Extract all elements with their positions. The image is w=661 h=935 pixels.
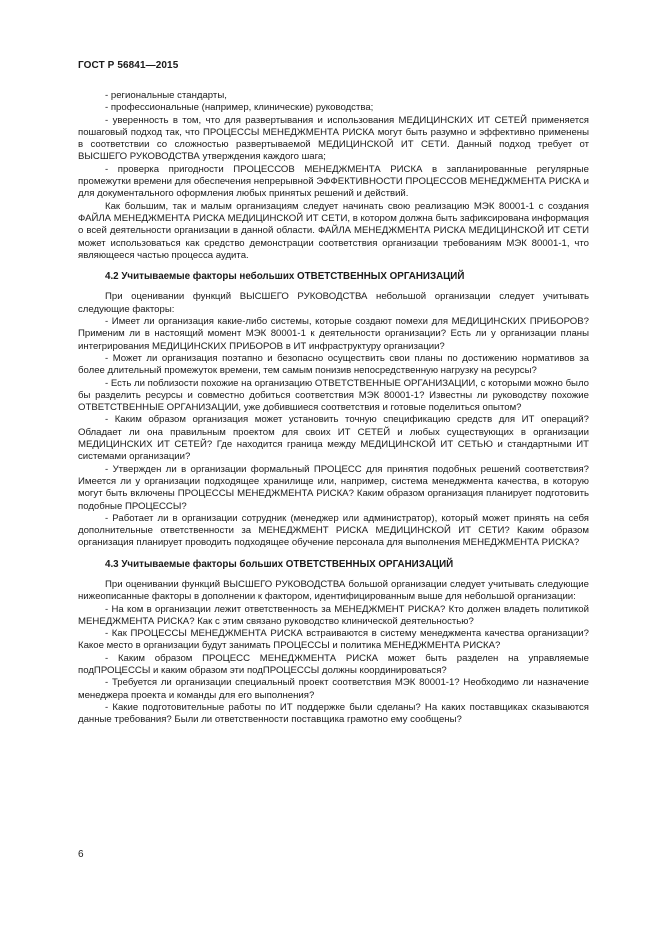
paragraph-large-org-intro: При оценивании функций ВЫСШЕГО РУКОВОДСТВА большой организации следует учитывать следующие нижеописанные факторы в дополнении к фактором, идентифицированным выше для небольшой организации:: [78, 578, 589, 603]
list-item-stepwise-approach: - уверенность в том, что для развертывания и использования МЕДИЦИНСКИХ ИТ СЕТЕЙ применяется пошаговый подход так, что ПРОЦЕССЫ МЕНЕДЖМЕНТА РИСКА могут быть разумно и эффективно применены в соответствии со сложностью развертываемой МЕДИЦИНСКОЙ ИТ СЕТИ. Данный подход требует от ВЫСШЕГО РУКОВОДСТВА утверждения каждого шага;: [78, 114, 589, 163]
paragraph-risk-file: Как большим, так и малым организациям следует начинать свою реализацию МЭК 80001-1 с создания ФАЙЛА МЕНЕДЖМЕНТА РИСКА МЕДИЦИНСКОЙ ИТ СЕТИ, в котором должна быть зафиксирована информация о всей деятельности организации в данной области. ФАЙЛА МЕНЕДЖМЕНТА РИСКА МЕДИЦИНСКОЙ ИТ СЕТИ может использоваться как средство демонстрации соответствия организации требованиям МЭК 80001-1, что являющееся частью процесса аудита.: [78, 200, 589, 261]
list-item-suitability-check: - проверка пригодности ПРОЦЕССОВ МЕНЕДЖМЕНТА РИСКА в запланированные регулярные промежутки времени для обеспечения непрерывной ЭФФЕКТИВНОСТИ ПРОЦЕССОВ МЕНЕДЖМЕНТА РИСКА и для документального оформления любых принятых решений и действий.: [78, 163, 589, 200]
list-item-responsibility: - На ком в организации лежит ответственность за МЕНЕДЖМЕНТ РИСКА? Кто должен владеть политикой МЕНЕДЖМЕНТА РИСКА? Как с этим связано руководство клинической деятельностью?: [78, 603, 589, 627]
list-item-subprocesses: - Каким образом ПРОЦЕСС МЕНЕДЖМЕНТА РИСКА может быть разделен на управляемые подПРОЦЕССЫ и каким образом эти подПРОЦЕССЫ должны координироваться?: [78, 652, 589, 677]
list-item-interference: - Имеет ли организация какие-либо системы, которые создают помехи для МЕДИЦИНСКИХ ПРИБОРОВ? Применим ли в настоящий момент МЭК 80001-1 к деятельности организации? Есть ли у организации планы интегрирования МЕДИЦИНСКИХ ПРИБОРОВ в ИТ инфраструктуру организации?: [78, 316, 589, 352]
list-item-special-project: - Требуется ли организации специальный проект соответствия МЭК 80001-1? Необходимо ли назначение менеджера проекта и команды для его выполнения?: [78, 677, 589, 701]
document-id: ГОСТ Р 56841—2015: [78, 60, 179, 71]
list-item-it-spec: - Каким образом организация может установить точную спецификацию средств для ИТ операций? Обладает ли она правильным проектом для своих ИТ СЕТЕЙ и любых существующих в организации МЕДИЦИНСКИХ ИТ СЕТЕЙ? Где находится граница между МЕДИЦИНСКОЙ ИТ СЕТЬЮ и стандартными ИТ системами организации?: [78, 414, 589, 463]
list-item-phased-plan: - Может ли организация поэтапно и безопасно осуществить свои планы по достижению нормативов за более длительный промежуток времени, тем самым понизив непосредственную нагрузку на ресурсы?: [78, 352, 589, 377]
section-heading-4-3: 4.3 Учитываемые факторы больших ОТВЕТСТВЕННЫХ ОРГАНИЗАЦИЙ: [105, 558, 454, 570]
list-item-it-support: - Какие подготовительные работы по ИТ поддержке были сделаны? На каких поставщиках сказываются данные требования? Были ли ответственности поставщика грамотно ему сообщены?: [78, 701, 589, 726]
list-item-regional-standards: - региональные стандарты,: [105, 90, 227, 101]
list-item-formal-process: - Утвержден ли в организации формальный ПРОЦЕСС для принятия подобных решений соответствия? Имеется ли у организации подходящее хранилище или, например, система менеджмента качества, в которую могут быть включены ПРОЦЕССЫ МЕНЕДЖМЕНТА РИСКА? Каким образом организация планирует подготовить подобные ПРОЦЕССЫ?: [78, 463, 589, 512]
list-item-staff-member: - Работает ли в организации сотрудник (менеджер или администратор), который может принять на себя дополнительные ответственности за МЕНЕДЖМЕНТ РИСКА МЕДИЦИНСКОЙ ИТ СЕТИ? Каким образом организация планирует проводить подходящее обучение персонала для выполнения МЕНЕДЖМЕНТА РИСКА?: [78, 512, 589, 549]
paragraph-small-org-intro: При оценивании функций ВЫСШЕГО РУКОВОДСТВА небольшой организации следует учитывать следующие факторы:: [78, 291, 589, 315]
list-item-quality-system: - Как ПРОЦЕССЫ МЕНЕДЖМЕНТА РИСКА встраиваются в систему менеджмента качества организации? Какое место в организации будут занимать ПРОЦЕССЫ и политика МЕНЕДЖМЕНТА РИСКА?: [78, 628, 589, 652]
list-item-nearby-orgs: - Есть ли поблизости похожие на организацию ОТВЕТСТВЕННЫЕ ОРГАНИЗАЦИИ, с которыми можно было бы разделить ресурсы и совместно добиться соответствия МЭК 80001-1? Известны ли руководству похожие ОТВЕТСТВЕННЫЕ ОРГАНИЗАЦИИ, уже добившиеся соответствия и готовые поделиться опытом?: [78, 377, 589, 414]
list-item-professional-guides: - профессиональные (например, клинические) руководства;: [105, 102, 374, 114]
page-body: [78, 90, 589, 727]
section-heading-4-2: 4.2 Учитываемые факторы небольших ОТВЕТСТВЕННЫХ ОРГАНИЗАЦИЙ: [105, 271, 465, 283]
page-number: 6: [78, 849, 84, 860]
